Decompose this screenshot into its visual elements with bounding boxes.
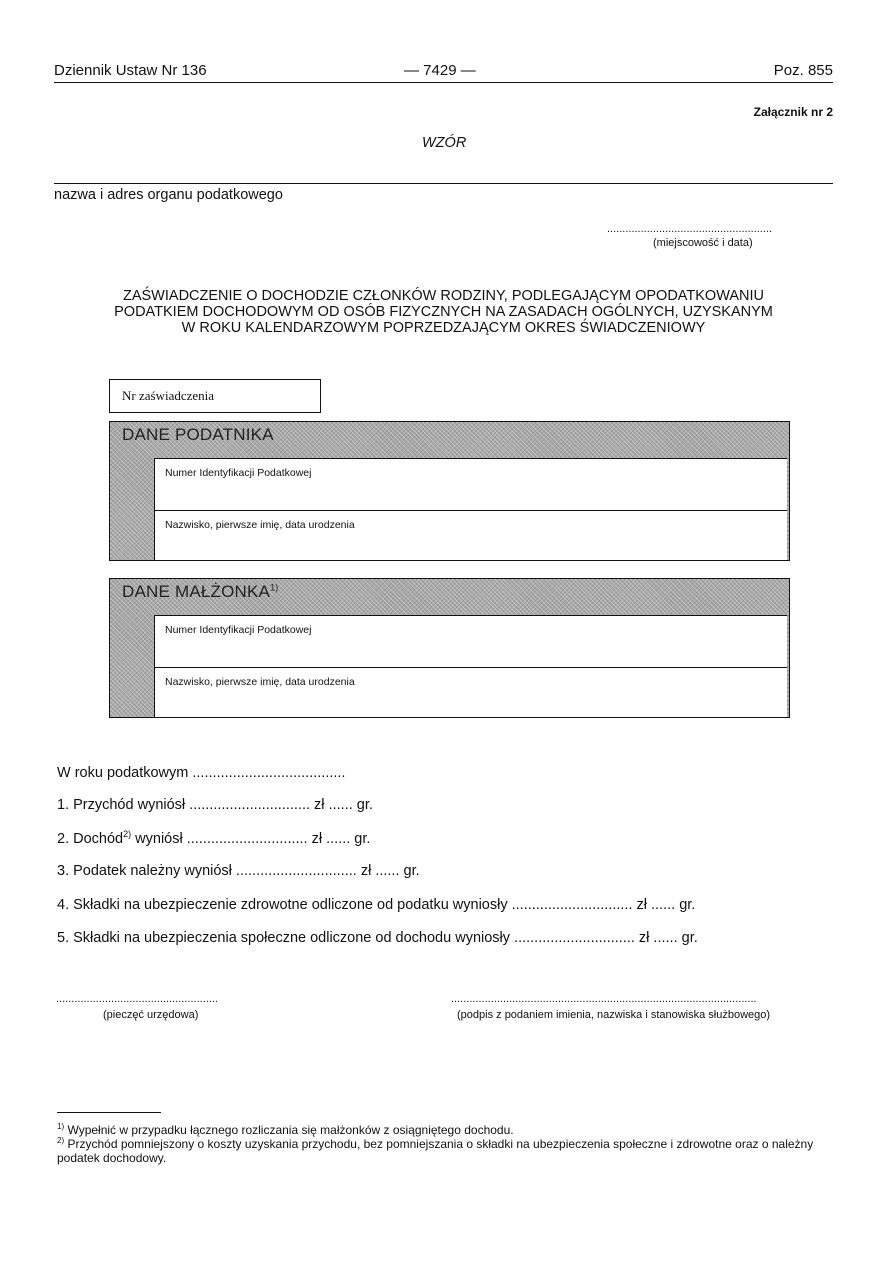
title-line: W ROKU KALENDARZOWYM POPRZEDZAJĄCYM OKRES ŚWIADCZENIOWY — [181, 320, 706, 336]
footnote-rule — [57, 1112, 161, 1113]
footnote-text: Wypełnić w przypadku łącznego rozliczania się małżonków z osiągniętego dochodu. — [67, 1123, 514, 1137]
organ-rule — [54, 183, 833, 184]
item-text: 3. Podatek należny wyniósł .............................. zł ...... gr. — [57, 863, 420, 879]
spouse-section — [109, 578, 790, 718]
taxpayer-heading: DANE PODATNIKA — [122, 425, 274, 444]
journal-name: Dziennik Ustaw Nr 136 — [54, 62, 207, 79]
item-text: 5. Składki na ubezpieczenia społeczne odliczone od dochodu wyniosły .............................. zł ...... gr. — [57, 930, 698, 946]
item-revenue[interactable] — [57, 797, 373, 813]
annex-label: Załącznik nr 2 — [753, 105, 833, 119]
footnote-2 — [57, 1134, 833, 1165]
position-number: Poz. 855 — [773, 62, 833, 79]
item-health-contrib[interactable] — [57, 897, 695, 913]
item-income[interactable] — [57, 829, 370, 847]
taxpayer-fields — [154, 458, 787, 560]
organ-label: nazwa i adres organu podatkowego — [54, 187, 283, 203]
spouse-fields — [154, 615, 787, 717]
footnote-mark: 1) — [57, 1122, 65, 1131]
footnote-ref: 2) — [123, 829, 132, 839]
signature-label: (podpis z podaniem imienia, nazwiska i stanowiska służbowego) — [457, 1009, 771, 1021]
spouse-heading-text: DANE MAŁŻONKA — [122, 582, 271, 601]
footnote-text: Przychód pomniejszony o koszty uzyskania przychodu, bez pomniejszania o składki na ubezpieczenia społeczne i zdrowotne oraz o należny podatek dochodowy. — [57, 1137, 814, 1165]
page-number: — 7429 — — [404, 62, 476, 79]
certificate-number-field[interactable]: Nr zaświadczenia — [109, 379, 321, 413]
item-text: 2. Dochód — [57, 830, 124, 847]
footnote-mark: 2) — [57, 1136, 65, 1145]
title-line: PODATKIEM DOCHODOWYM OD OSÓB FIZYCZNYCH NA ZASADACH OGÓLNYCH, UZYSKANYM — [114, 304, 773, 320]
header-rule — [54, 82, 833, 83]
item-tax[interactable] — [57, 863, 420, 879]
stamp-label: (pieczęć urzędowa) — [103, 1009, 199, 1021]
title-line: ZAŚWIADCZENIE O DOCHODZIE CZŁONKÓW RODZINY, PODLEGAJĄCYM OPODATKOWANIU — [122, 288, 764, 304]
taxpayer-name-field[interactable]: Nazwisko, pierwsze imię, data urodzenia — [155, 510, 787, 559]
taxpayer-section — [109, 421, 790, 561]
place-date-dots[interactable]: ...................................................... — [607, 223, 773, 235]
spouse-heading — [122, 582, 278, 602]
footnote-ref: 1) — [270, 582, 279, 593]
item-text: 1. Przychód wyniósł .............................. zł ...... gr. — [57, 797, 373, 813]
place-date-label: (miejscowość i data) — [653, 237, 753, 249]
spouse-nip-field[interactable]: Numer Identyfikacji Podatkowej — [165, 624, 312, 636]
tax-year-line[interactable]: W roku podatkowym ...................................... — [57, 765, 346, 781]
item-text: 4. Składki na ubezpieczenie zdrowotne odliczone od podatku wyniosły .............................. zł ...... gr. — [57, 897, 696, 913]
stamp-dots[interactable]: ..................................................... — [56, 993, 218, 1005]
item-text-rest: wyniósł .............................. zł ...... gr. — [131, 830, 371, 847]
document-title — [54, 288, 833, 336]
taxpayer-nip-field[interactable]: Numer Identyfikacji Podatkowej — [165, 467, 312, 479]
template-label: WZÓR — [422, 135, 467, 151]
spouse-name-field[interactable]: Nazwisko, pierwsze imię, data urodzenia — [155, 667, 787, 716]
item-social-contrib[interactable] — [57, 930, 698, 946]
signature-dots[interactable]: .................................................................................................... — [451, 993, 757, 1005]
